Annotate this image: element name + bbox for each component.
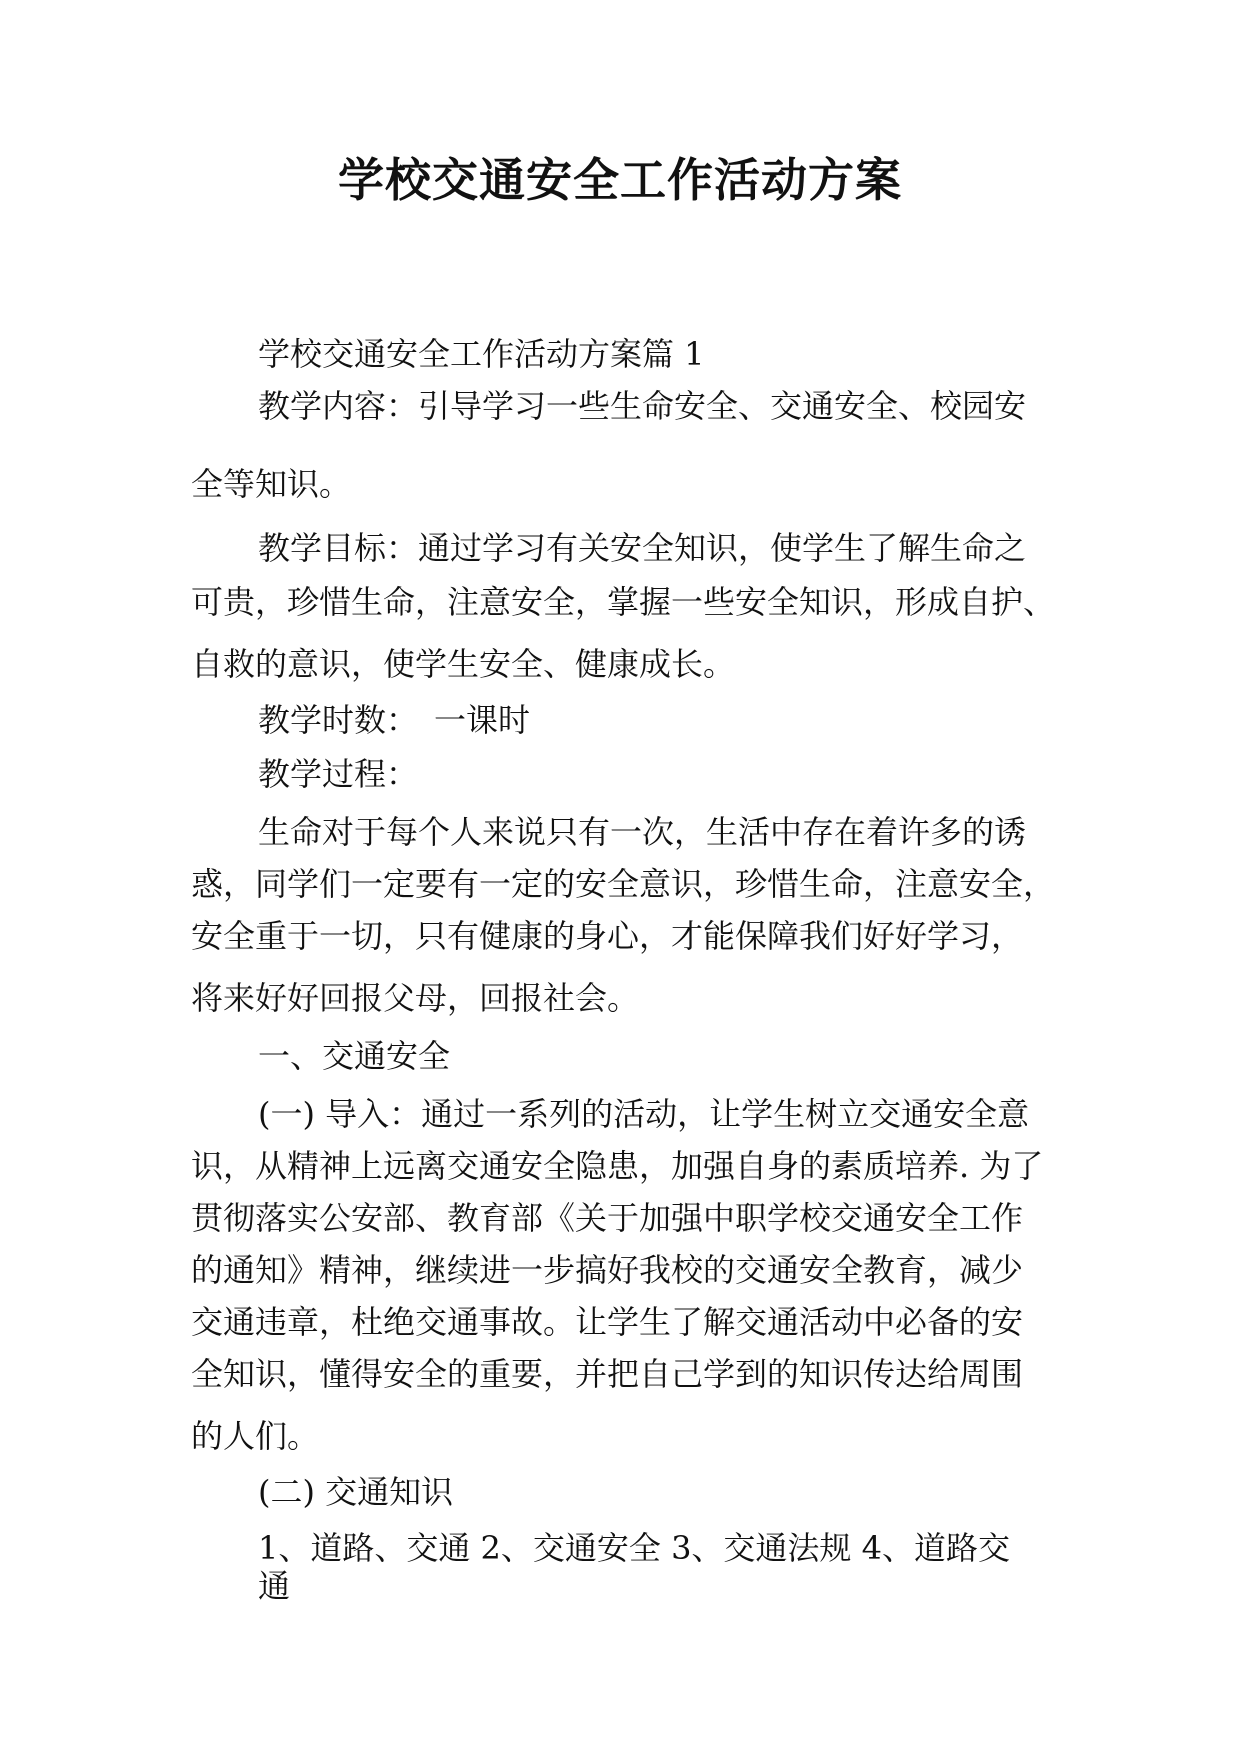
paragraph-line: 教学内容：引导学习一些生命安全、交通安全、校园安 — [258, 387, 1027, 425]
document-title: 学校交通安全工作活动方案 — [338, 153, 902, 207]
paragraph-line: 的通知》精神，继续进一步搞好我校的交通安全教育，减少 — [191, 1251, 1024, 1289]
paragraph-line: 惑，同学们一定要有一定的安全意识，珍惜生命，注意安全， — [191, 865, 1056, 903]
paragraph-line: 交通违章，杜绝交通事故。让学生了解交通活动中必备的安 — [191, 1303, 1024, 1341]
paragraph-line: (一) 导入：通过一系列的活动，让学生树立交通安全意 — [258, 1095, 1030, 1133]
paragraph-line: 识，从精神上远离交通安全隐患，加强自身的素质培养. 为了 — [191, 1147, 1044, 1185]
paragraph-line: 将来好好回报父母，回报社会。 — [191, 979, 640, 1017]
paragraph-line: 教学时数： 一课时 — [258, 701, 531, 739]
paragraph-line: 可贵，珍惜生命，注意安全，掌握一些安全知识，形成自护、 — [191, 583, 1056, 621]
paragraph-line: 生命对于每个人来说只有一次，生活中存在着许多的诱 — [258, 813, 1027, 851]
paragraph-line: 贯彻落实公安部、教育部《关于加强中职学校交通安全工作 — [191, 1199, 1024, 1237]
paragraph-line: 通 — [258, 1567, 291, 1605]
paragraph-line: 教学过程： — [258, 755, 419, 793]
paragraph-line: 安全重于一切，只有健康的身心，才能保障我们好好学习， — [191, 917, 1024, 955]
section-heading: 学校交通安全工作活动方案篇 1 — [258, 335, 705, 373]
paragraph-line: 的人们。 — [191, 1417, 320, 1455]
paragraph-line: 全等知识。 — [191, 465, 352, 503]
section-heading: (二) 交通知识 — [258, 1473, 454, 1511]
section-heading: 一、交通安全 — [258, 1037, 451, 1075]
paragraph-line: 自救的意识，使学生安全、健康成长。 — [191, 645, 736, 683]
paragraph-line: 全知识，懂得安全的重要，并把自己学到的知识传达给周围 — [191, 1355, 1024, 1393]
paragraph-line: 1、道路、交通 2、交通安全 3、交通法规 4、道路交 — [258, 1529, 1010, 1567]
paragraph-line: 教学目标：通过学习有关安全知识，使学生了解生命之 — [258, 529, 1027, 567]
